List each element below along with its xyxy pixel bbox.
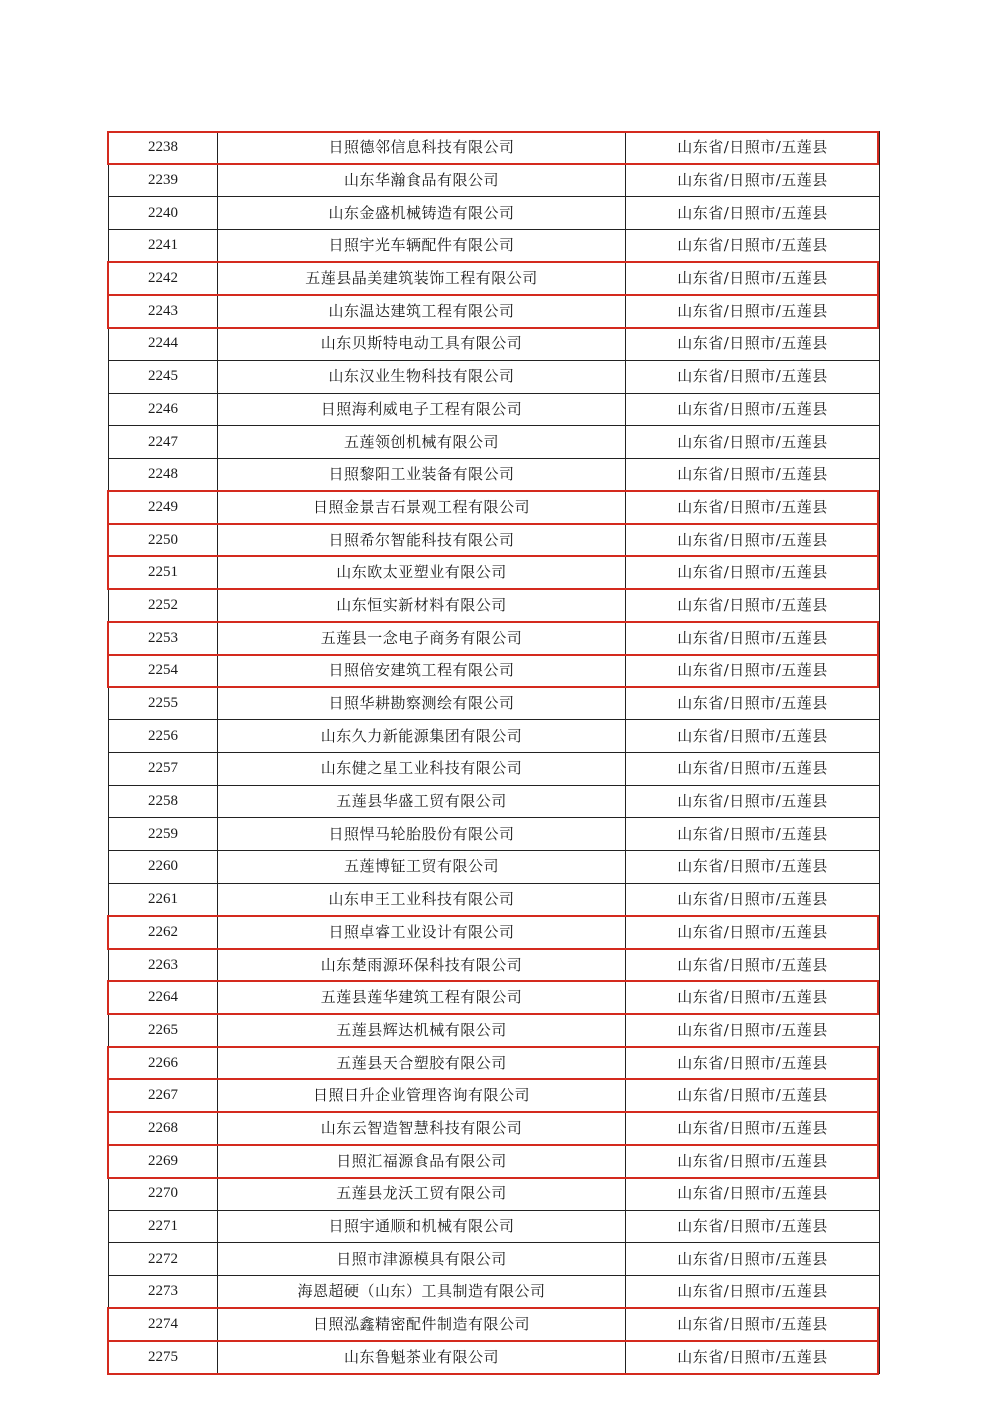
row-number-cell: 2260 [109,851,218,884]
table-row [109,1276,880,1309]
table-row [109,1145,880,1178]
row-number-cell: 2259 [109,818,218,851]
row-number-cell: 2261 [109,883,218,916]
region-cell: 山东省/日照市/五莲县 [626,1341,880,1374]
region-cell: 山东省/日照市/五莲县 [626,981,880,1014]
company-name-cell: 山东贝斯特电动工具有限公司 [218,328,626,361]
row-number-cell: 2242 [109,262,218,295]
company-list-table-wrapper [108,131,878,1374]
region-cell: 山东省/日照市/五莲县 [626,589,880,622]
company-name-cell: 日照海利威电子工程有限公司 [218,393,626,426]
region-cell: 山东省/日照市/五莲县 [626,851,880,884]
row-number-cell: 2251 [109,556,218,589]
table-row [109,687,880,720]
company-name-cell: 日照宇通顺和机械有限公司 [218,1210,626,1243]
region-cell: 山东省/日照市/五莲县 [626,197,880,230]
company-name-cell: 山东健之星工业科技有限公司 [218,753,626,786]
company-name-cell: 山东楚雨源环保科技有限公司 [218,949,626,982]
row-number-cell: 2249 [109,491,218,524]
row-number-cell: 2271 [109,1210,218,1243]
row-number-cell: 2250 [109,524,218,557]
table-row [109,622,880,655]
row-number-cell: 2265 [109,1014,218,1047]
table-row [109,524,880,557]
region-cell: 山东省/日照市/五莲县 [626,1047,880,1080]
row-number-cell: 2238 [109,132,218,165]
table-row [109,916,880,949]
region-cell: 山东省/日照市/五莲县 [626,556,880,589]
table-row [109,491,880,524]
region-cell: 山东省/日照市/五莲县 [626,1308,880,1341]
table-row [109,556,880,589]
table-row [109,1112,880,1145]
table-row [109,753,880,786]
row-number-cell: 2275 [109,1341,218,1374]
company-name-cell: 五莲县莲华建筑工程有限公司 [218,981,626,1014]
region-cell: 山东省/日照市/五莲县 [626,132,880,165]
company-name-cell: 海恩超硬（山东）工具制造有限公司 [218,1276,626,1309]
company-name-cell: 山东鲁魁茶业有限公司 [218,1341,626,1374]
row-number-cell: 2255 [109,687,218,720]
company-name-cell: 日照倍安建筑工程有限公司 [218,655,626,688]
row-number-cell: 2252 [109,589,218,622]
region-cell: 山东省/日照市/五莲县 [626,1276,880,1309]
company-name-cell: 日照华耕勘察测绘有限公司 [218,687,626,720]
region-cell: 山东省/日照市/五莲县 [626,393,880,426]
table-row [109,262,880,295]
company-name-cell: 日照泓鑫精密配件制造有限公司 [218,1308,626,1341]
table-row [109,1210,880,1243]
table-row [109,1341,880,1374]
company-name-cell: 日照汇福源食品有限公司 [218,1145,626,1178]
company-name-cell: 日照黎阳工业装备有限公司 [218,458,626,491]
row-number-cell: 2239 [109,164,218,197]
company-name-cell: 山东华瀚食品有限公司 [218,164,626,197]
row-number-cell: 2240 [109,197,218,230]
company-name-cell: 山东申王工业科技有限公司 [218,883,626,916]
company-name-cell: 山东金盛机械铸造有限公司 [218,197,626,230]
company-name-cell: 五莲博钲工贸有限公司 [218,851,626,884]
row-number-cell: 2243 [109,295,218,328]
company-name-cell: 山东久力新能源集团有限公司 [218,720,626,753]
region-cell: 山东省/日照市/五莲县 [626,949,880,982]
row-number-cell: 2262 [109,916,218,949]
company-name-cell: 五莲县晶美建筑装饰工程有限公司 [218,262,626,295]
row-number-cell: 2258 [109,785,218,818]
row-number-cell: 2267 [109,1079,218,1112]
company-name-cell: 五莲县辉达机械有限公司 [218,1014,626,1047]
table-row [109,883,880,916]
company-name-cell: 山东欧太亚塑业有限公司 [218,556,626,589]
company-name-cell: 日照宇光车辆配件有限公司 [218,230,626,263]
table-row [109,589,880,622]
table-row [109,1178,880,1211]
region-cell: 山东省/日照市/五莲县 [626,1145,880,1178]
region-cell: 山东省/日照市/五莲县 [626,458,880,491]
row-number-cell: 2257 [109,753,218,786]
region-cell: 山东省/日照市/五莲县 [626,1210,880,1243]
table-row [109,981,880,1014]
region-cell: 山东省/日照市/五莲县 [626,426,880,459]
region-cell: 山东省/日照市/五莲县 [626,328,880,361]
company-name-cell: 日照希尔智能科技有限公司 [218,524,626,557]
region-cell: 山东省/日照市/五莲县 [626,818,880,851]
region-cell: 山东省/日照市/五莲县 [626,1178,880,1211]
region-cell: 山东省/日照市/五莲县 [626,720,880,753]
company-name-cell: 山东恒实新材料有限公司 [218,589,626,622]
region-cell: 山东省/日照市/五莲县 [626,1014,880,1047]
table-body [109,132,880,1374]
region-cell: 山东省/日照市/五莲县 [626,230,880,263]
region-cell: 山东省/日照市/五莲县 [626,785,880,818]
company-name-cell: 日照市津源模具有限公司 [218,1243,626,1276]
table-row [109,393,880,426]
table-row [109,295,880,328]
table-row [109,1079,880,1112]
row-number-cell: 2253 [109,622,218,655]
region-cell: 山东省/日照市/五莲县 [626,916,880,949]
row-number-cell: 2263 [109,949,218,982]
table-row [109,1243,880,1276]
company-list-table [108,131,880,1374]
table-row [109,164,880,197]
company-name-cell: 山东温达建筑工程有限公司 [218,295,626,328]
company-name-cell: 日照金景吉石景观工程有限公司 [218,491,626,524]
table-row [109,426,880,459]
row-number-cell: 2272 [109,1243,218,1276]
region-cell: 山东省/日照市/五莲县 [626,655,880,688]
table-row [109,458,880,491]
region-cell: 山东省/日照市/五莲县 [626,295,880,328]
table-row [109,132,880,165]
row-number-cell: 2241 [109,230,218,263]
region-cell: 山东省/日照市/五莲县 [626,1079,880,1112]
company-name-cell: 日照日升企业管理咨询有限公司 [218,1079,626,1112]
table-row [109,851,880,884]
row-number-cell: 2246 [109,393,218,426]
company-name-cell: 日照卓睿工业设计有限公司 [218,916,626,949]
region-cell: 山东省/日照市/五莲县 [626,491,880,524]
company-name-cell: 山东汉业生物科技有限公司 [218,360,626,393]
company-name-cell: 五莲县龙沃工贸有限公司 [218,1178,626,1211]
table-row [109,328,880,361]
row-number-cell: 2245 [109,360,218,393]
table-row [109,655,880,688]
table-row [109,818,880,851]
row-number-cell: 2269 [109,1145,218,1178]
region-cell: 山东省/日照市/五莲县 [626,360,880,393]
company-name-cell: 日照德邻信息科技有限公司 [218,132,626,165]
company-name-cell: 五莲县华盛工贸有限公司 [218,785,626,818]
row-number-cell: 2244 [109,328,218,361]
company-name-cell: 五莲县一念电子商务有限公司 [218,622,626,655]
row-number-cell: 2256 [109,720,218,753]
region-cell: 山东省/日照市/五莲县 [626,687,880,720]
region-cell: 山东省/日照市/五莲县 [626,1112,880,1145]
row-number-cell: 2266 [109,1047,218,1080]
region-cell: 山东省/日照市/五莲县 [626,753,880,786]
region-cell: 山东省/日照市/五莲县 [626,524,880,557]
table-row [109,230,880,263]
table-row [109,197,880,230]
row-number-cell: 2247 [109,426,218,459]
company-name-cell: 日照悍马轮胎股份有限公司 [218,818,626,851]
table-row [109,949,880,982]
region-cell: 山东省/日照市/五莲县 [626,883,880,916]
row-number-cell: 2248 [109,458,218,491]
row-number-cell: 2274 [109,1308,218,1341]
row-number-cell: 2270 [109,1178,218,1211]
table-row [109,1308,880,1341]
row-number-cell: 2268 [109,1112,218,1145]
table-row [109,785,880,818]
table-row [109,1047,880,1080]
region-cell: 山东省/日照市/五莲县 [626,622,880,655]
region-cell: 山东省/日照市/五莲县 [626,1243,880,1276]
region-cell: 山东省/日照市/五莲县 [626,262,880,295]
table-row [109,720,880,753]
company-name-cell: 山东云智造智慧科技有限公司 [218,1112,626,1145]
row-number-cell: 2254 [109,655,218,688]
row-number-cell: 2273 [109,1276,218,1309]
table-row [109,360,880,393]
company-name-cell: 五莲领创机械有限公司 [218,426,626,459]
table-row [109,1014,880,1047]
row-number-cell: 2264 [109,981,218,1014]
company-name-cell: 五莲县天合塑胶有限公司 [218,1047,626,1080]
region-cell: 山东省/日照市/五莲县 [626,164,880,197]
